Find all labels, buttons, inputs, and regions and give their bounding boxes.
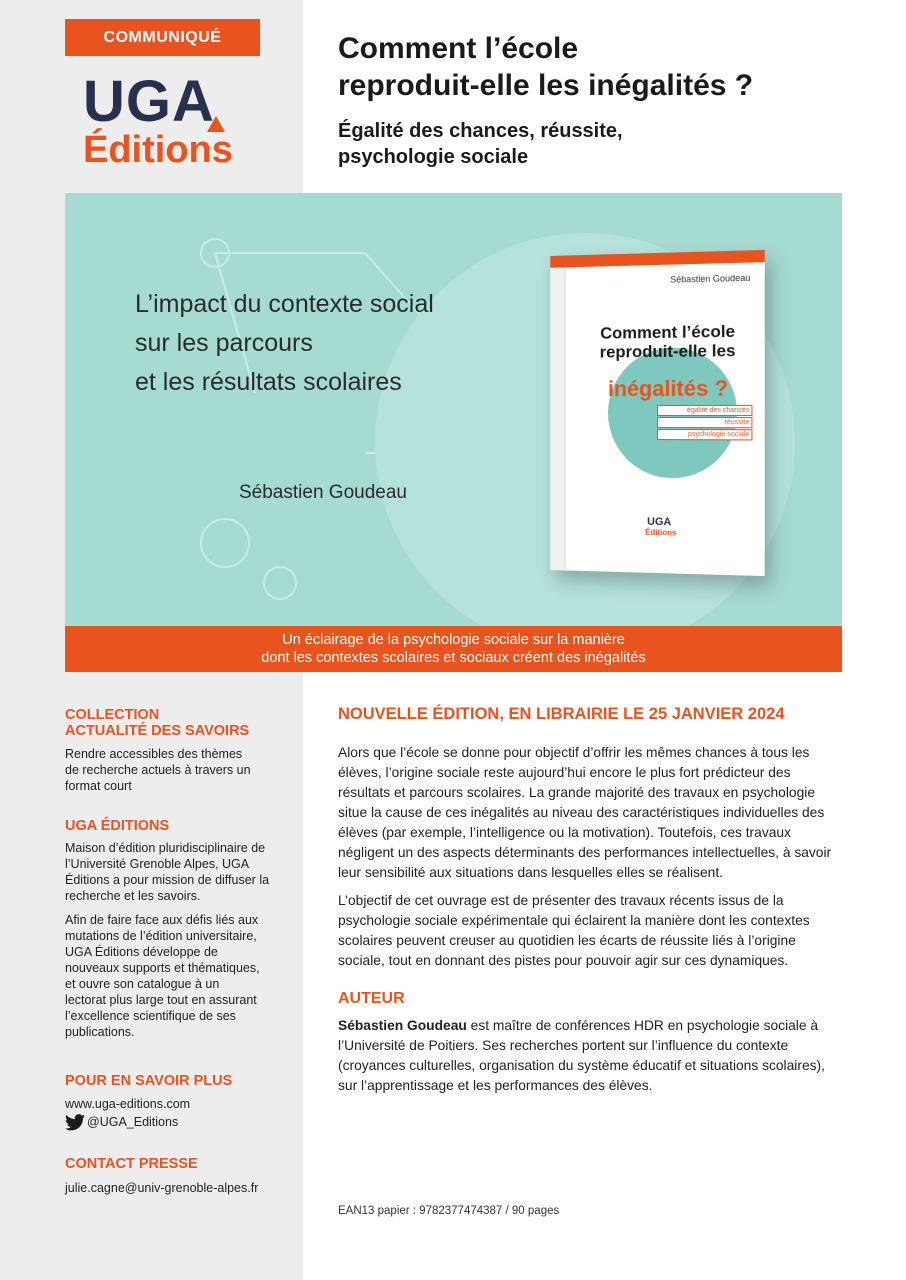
tagline-line-2: sur les parcours bbox=[135, 329, 313, 357]
banner-caption-bar bbox=[65, 626, 842, 672]
book-spine bbox=[550, 256, 565, 571]
book-tag: psychologie sociale bbox=[657, 429, 752, 440]
title-line-2: reproduit-elle les inégalités ? bbox=[338, 69, 754, 102]
collection-section bbox=[65, 707, 290, 794]
subtitle-line-2: psychologie sociale bbox=[338, 146, 529, 168]
book-logo-editions: Éditions bbox=[645, 527, 677, 538]
subtitle-line-1: Égalité des chances, réussite, bbox=[338, 120, 623, 142]
more-info-heading: POUR EN SAVOIR PLUS bbox=[65, 1073, 233, 1089]
book-tag: réussite bbox=[657, 417, 752, 428]
logo-editions-text: Éditions bbox=[83, 129, 233, 171]
more-info-section bbox=[65, 1073, 290, 1131]
cover-banner bbox=[65, 193, 842, 626]
author-bio bbox=[338, 1016, 846, 1096]
collection-text: Rendre accessibles des thèmes de recherche actuels à travers un format court bbox=[65, 747, 251, 793]
book-tags bbox=[657, 405, 752, 442]
collection-heading-line-1: COLLECTION bbox=[65, 707, 160, 723]
book-author: Sébastien Goudeau bbox=[670, 272, 751, 285]
uga-editions-heading: UGA ÉDITIONS bbox=[65, 818, 170, 834]
uga-editions-logo bbox=[83, 69, 253, 173]
page-title bbox=[338, 30, 878, 104]
author-bio-text: est maître de conférences HDR en psychologie sociale à l’Université de Poitiers. Ses recherches portent sur l’influence du contexte (croyances culturelles, organisation du système éducatif et situations scolaires), sur l’apprentissage et les performances des élèves. bbox=[338, 1018, 825, 1093]
twitter-link[interactable] bbox=[65, 1114, 290, 1131]
website-link[interactable]: www.uga-editions.com bbox=[65, 1097, 191, 1111]
press-contact-heading: CONTACT PRESSE bbox=[65, 1156, 198, 1172]
release-headline: NOUVELLE ÉDITION, EN LIBRAIRIE LE 25 JANVIER 2024 bbox=[338, 705, 785, 723]
description-paragraph-1: Alors que l’école se donne pour objectif d’offrir les mêmes chances à tous les élèves, l’origine sociale reste aujourd’hui encore le plus fort prédicteur des résultats et parcours scolaires. La grande majorité des travaux en psychologie situe la cause de ces inégalités au niveau des caractéristiques individuelles des élèves (par exemple, l’intelligence ou la motivation). Toutefois, ces travaux négligent un des aspects déterminants des performances intellectuelles, à savoir leur sensibilité aux situations dans lesquelles elles se réalisent. bbox=[338, 745, 832, 880]
page-subtitle bbox=[338, 118, 838, 170]
book-title: Comment l’école reproduit-elle les bbox=[599, 321, 736, 362]
book-cover bbox=[550, 250, 764, 576]
caption-line-2: dont les contextes scolaires et sociaux créent des inégalités bbox=[261, 650, 646, 666]
communique-badge: COMMUNIQUÉ bbox=[65, 19, 260, 56]
uga-editions-text-1: Maison d’édition pluridisciplinaire de l’Université Grenoble Alpes, UGA Éditions a pour mission de diffuser la recherche et les savoirs. bbox=[65, 841, 270, 903]
collection-heading-line-2: ACTUALITÉ DES SAVOIRS bbox=[65, 723, 250, 739]
book-logo-uga: UGA bbox=[647, 515, 672, 529]
twitter-icon bbox=[65, 1114, 85, 1131]
banner-author: Sébastien Goudeau bbox=[239, 482, 407, 503]
book-tag: égalité des chances bbox=[657, 405, 752, 416]
logo-uga-text: UGA bbox=[83, 69, 215, 134]
uga-editions-text-2: Afin de faire face aux défis liés aux mutations de l’édition universitaire, UGA Éditions développe de nouveaux supports et thématiques, et ouvre son catalogue à un lectorat plus large tout en assurant l’excellence scientifique de ses publications. bbox=[65, 913, 260, 1039]
collection-heading bbox=[65, 707, 290, 739]
title-line-1: Comment l’école bbox=[338, 32, 579, 65]
author-heading: AUTEUR bbox=[338, 990, 405, 1007]
press-email-link[interactable]: julie.cagne@univ-grenoble-alpes.fr bbox=[65, 1181, 259, 1195]
ean-info: EAN13 papier : 9782377474387 / 90 pages bbox=[338, 1205, 560, 1217]
description-paragraph-2: L’objectif de cet ouvrage est de présenter des travaux récents issus de la psychologie sociale expérimentale qui éclairent la manière dont les contextes scolaires peuvent creuser au quotidien les écarts de réussite liés à l’origine sociale, tout en donnant des pistes pour pouvoir agir sur ces dynamiques. bbox=[338, 893, 810, 968]
author-name: Sébastien Goudeau bbox=[338, 1018, 467, 1033]
press-contact-section bbox=[65, 1156, 290, 1196]
tagline-line-3: et les résultats scolaires bbox=[135, 368, 402, 396]
caption-line-1: Un éclairage de la psychologie sociale sur la manière bbox=[282, 632, 625, 648]
banner-tagline bbox=[135, 285, 434, 402]
uga-editions-section bbox=[65, 818, 290, 1040]
book-title-highlight: inégalités ? bbox=[607, 375, 729, 402]
twitter-handle: @UGA_Editions bbox=[87, 1115, 179, 1129]
tagline-line-1: L’impact du contexte social bbox=[135, 290, 434, 318]
